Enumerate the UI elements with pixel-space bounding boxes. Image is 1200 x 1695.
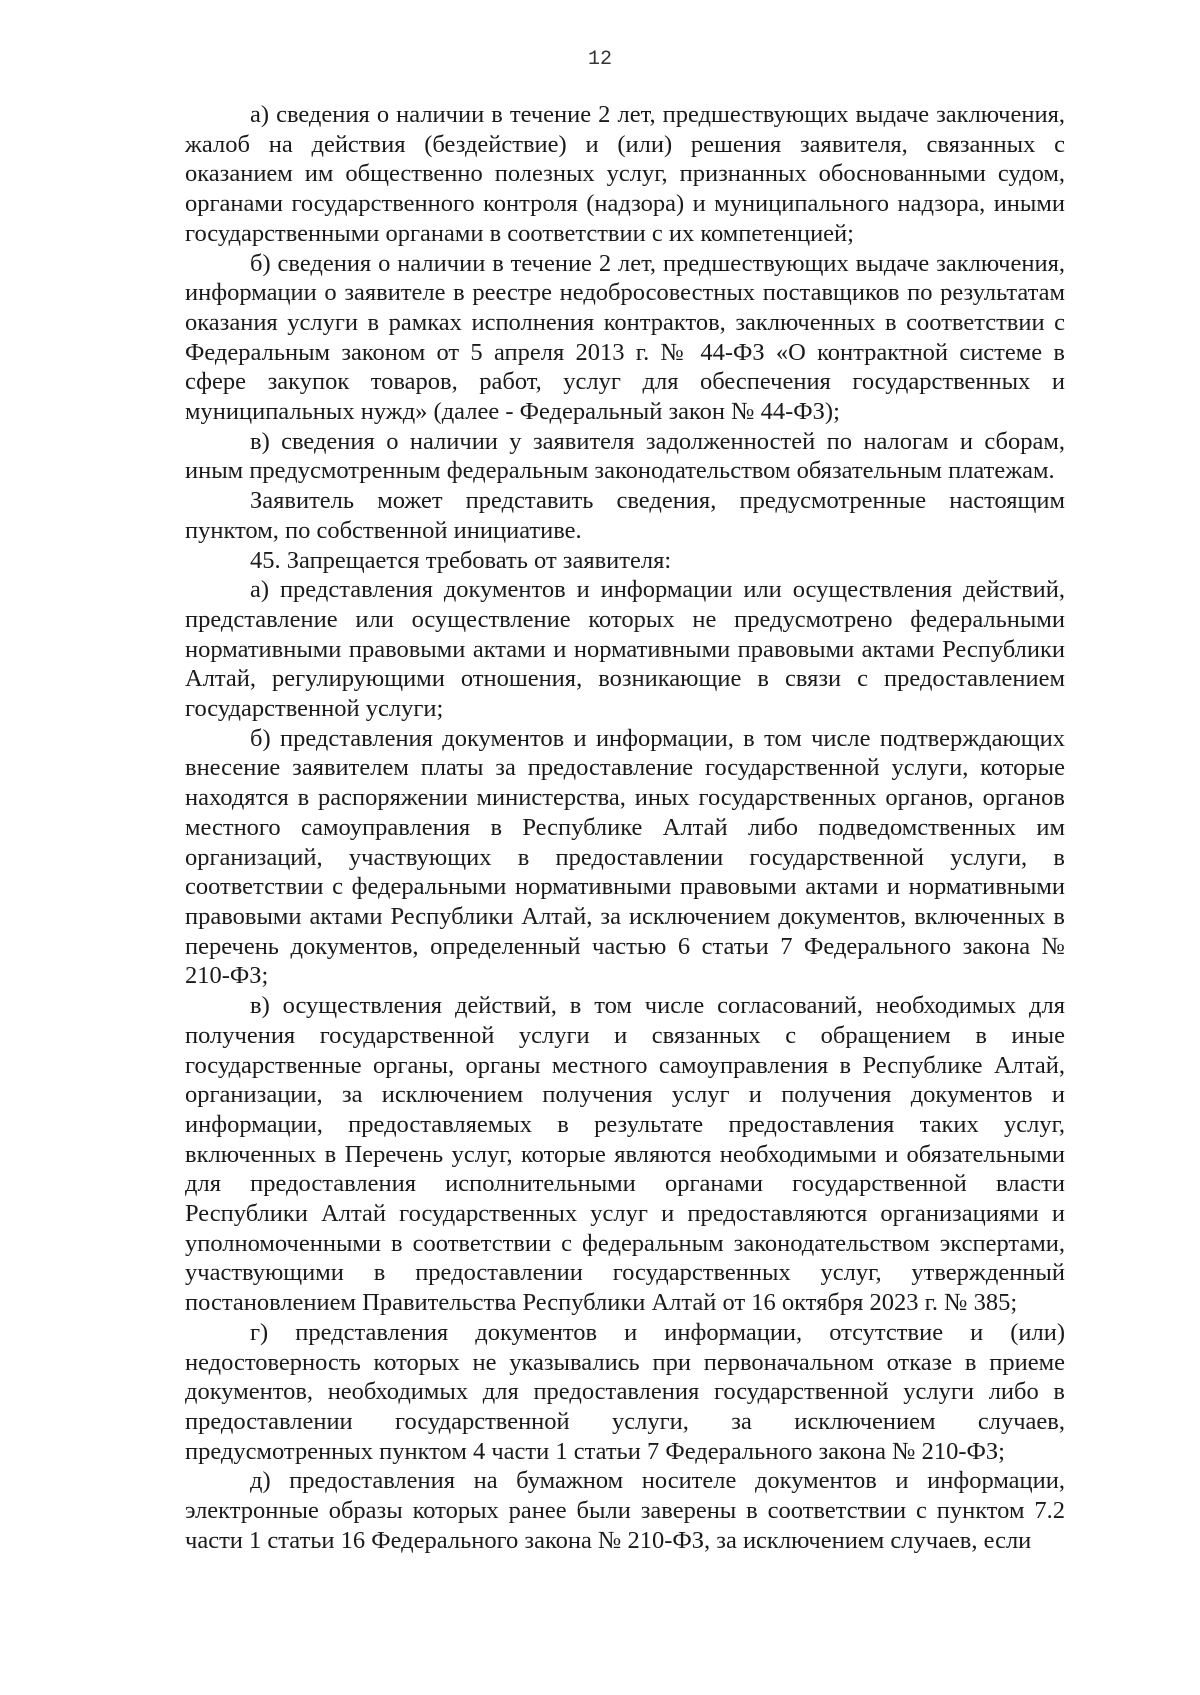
page-number: 12 xyxy=(587,48,612,71)
paragraph-a-complaints: а) сведения о наличии в течение 2 лет, предшествующих выдаче заключения, жалоб на действия (бездействие) и (или) решения заявителя, связанных с оказанием им общественно полезных услуг, признанных обоснованными судом, органами государственного контроля (надзора) и муниципального надзора, иными государственными органами в соответствии с их компетенцией; xyxy=(185,101,1065,247)
paragraph-45-b: б) представления документов и информации, в том числе подтверждающих внесение заявителем платы за предоставление государственной услуги, которые находятся в распоряжении министерства, иных государственных органов, органов местного самоуправления в Республике Алтай либо подведомственных им организаций, участвующих в предоставлении государственной услуги, в соответствии с федеральными нормативными правовыми актами и нормативными правовыми актами Республики Алтай, за исключением документов, включенных в перечень документов, определенный частью 6 статьи 7 Федерального закона № 210-ФЗ; xyxy=(185,724,1065,990)
paragraph-applicant-initiative: Заявитель может представить сведения, предусмотренные настоящим пунктом, по собственной инициативе. xyxy=(185,487,1065,544)
paragraph-v-debts: в) сведения о наличии у заявителя задолженностей по налогам и сборам, иным предусмотренным федеральным законодательством обязательным платежам. xyxy=(185,427,1065,485)
paragraph-45-a: а) представления документов и информации или осуществления действий, представление или осуществление которых не предусмотрено федеральными нормативными правовыми актами и нормативными правовыми актами Республики Алтай, регулирующими отношения, возникающие в связи с предоставлением государственной услуги; xyxy=(185,576,1065,723)
paragraph-45-d: д) предоставления на бумажном носителе документов и информации, электронные образы которых ранее были заверены в соответствии с пунктом 7.2 части 1 статьи 16 Федерального закона № 210-ФЗ, за исключением случаев, если xyxy=(185,1467,1065,1554)
paragraph-45-g: г) представления документов и информации, отсутствие и (или) недостоверность которых не указывались при первоначальном отказе в приеме документов, необходимых для предоставления государственной услуги либо в предоставлении государственной услуги, за исключением случаев, предусмотренных пунктом 4 части 1 статьи 7 Федерального закона № 210-ФЗ; xyxy=(185,1318,1065,1465)
paragraph-b-registry: б) сведения о наличии в течение 2 лет, предшествующих выдаче заключения, информации о заявителе в реестре недобросовестных поставщиков по результатам оказания услуги в рамках исполнения контрактов, заключенных в соответствии с Федеральным законом от 5 апреля 2013 г. № 44-ФЗ «О контрактной системе в сфере закупок товаров, работ, услуг для обеспечения государственных и муниципальных нужд» (далее - Федеральный закон № 44-ФЗ); xyxy=(185,249,1065,426)
paragraph-45-v: в) осуществления действий, в том числе согласований, необходимых для получения государственной услуги и связанных с обращением в иные государственные органы, органы местного самоуправления в Республике Алтай, организации, за исключением получения услуг и получения документов и информации, предоставляемых в результате предоставления таких услуг, включенных в Перечень услуг, которые являются необходимыми и обязательными для предоставления исполнительными органами государственной власти Республики Алтай государственных услуг и предоставляются организациями и уполномоченными в соответствии с федеральным законодательством экспертами, участвующими в предоставлении государственных услуг, утвержденный постановлением Правительства Республики Алтай от 16 октября 2023 г. № 385; xyxy=(185,992,1065,1317)
document-body xyxy=(185,100,1065,1555)
paragraph-45-heading: 45. Запрещается требовать от заявителя: xyxy=(250,546,672,574)
